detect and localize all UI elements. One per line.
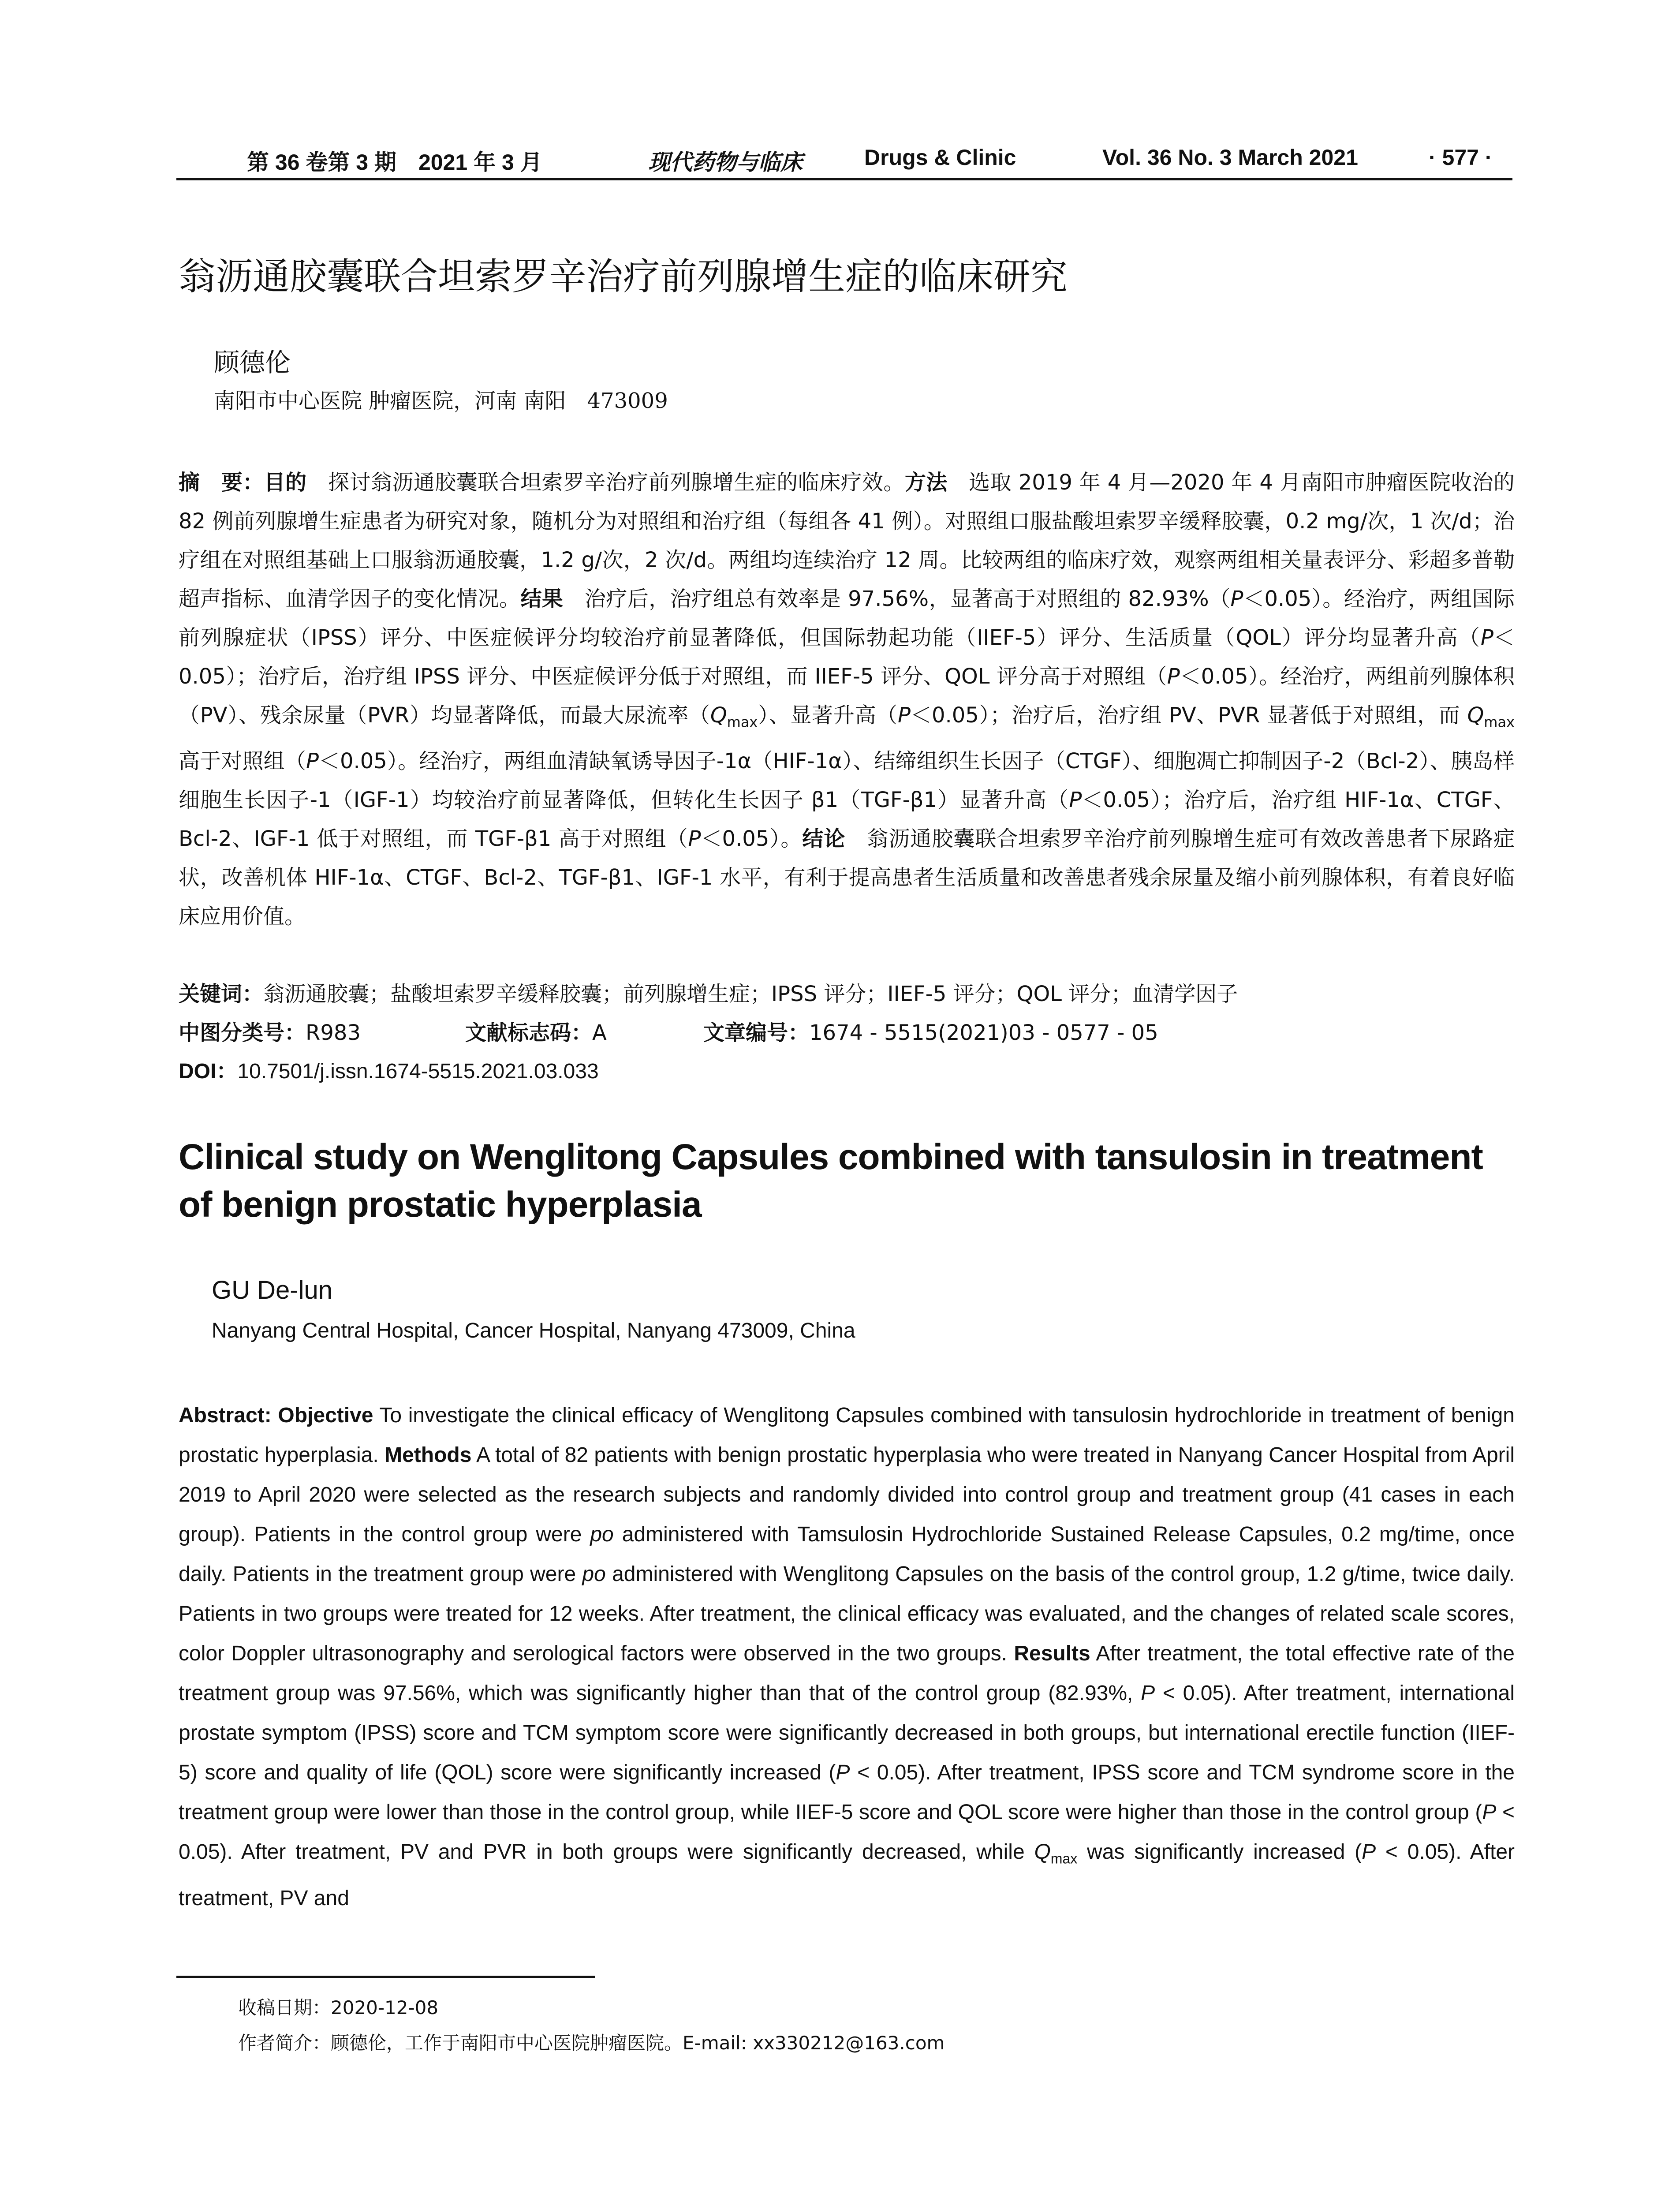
cn-author: 顾德伦 <box>214 348 291 377</box>
en-results-label: Results <box>1014 1642 1090 1665</box>
cn-article-title: 翁沥通胶囊联合坦索罗辛治疗前列腺增生症的临床研究 <box>179 255 1068 298</box>
cn-results-text: ＜0.05）。经治疗，两组前列腺体积（PV）、残余尿量（PVR）均显著降低，而最大尿流率（ <box>179 664 1515 728</box>
en-methods-text: administered with Wenglitong Capsules on the basis of the control group, 1.2 g/time, twice daily. Patients in two groups were treated for 12 weeks. After treatment, the clinical efficacy was evaluated, and the changes of related scale scores, color Doppler ultrasonography and serological factors were observed in the two groups. <box>179 1562 1515 1665</box>
q-symbol: Q <box>710 703 727 728</box>
header-issue-cn: 第 36 卷第 3 期 2021 年 3 月 <box>247 150 542 175</box>
header-issue-en: Vol. 36 No. 3 March 2021 <box>1102 145 1358 170</box>
cn-results-text: ＜0.05）；治疗后，治疗组 IPSS 评分、中医症候评分低于对照组，而 IIEF-5 评分、QOL 评分高于对照组（ <box>179 625 1515 689</box>
cn-conclusion-label: 结论 <box>802 826 846 851</box>
p-symbol: P <box>898 703 911 728</box>
cn-results-text: ＜0.05）；治疗后，治疗组 HIF-1α、CTGF、Bcl-2、IGF-1 低于对照组，而 TGF-β1 高于对照组（ <box>179 787 1515 851</box>
cn-abstract <box>179 463 1515 936</box>
en-methods-text: A total of 82 patients with benign prostatic hyperplasia who were treated in Nanyang Cancer Hospital from April 2019 to April 2020 were selected as the research subjects and randomly divided into control group and treatment group (41 cases in each group). Patients in the control group were <box>179 1443 1515 1546</box>
en-methods-label: Methods <box>385 1443 472 1467</box>
received-date: 2020-12-08 <box>331 1997 439 2018</box>
doi <box>179 1052 1515 1091</box>
clc-label: 中图分类号： <box>179 1020 306 1045</box>
p-symbol: P <box>1482 1801 1497 1824</box>
en-objective-label: Objective <box>278 1404 373 1427</box>
q-subscript: max <box>727 714 758 731</box>
author-bio-text: 顾德伦，工作于南阳市中心医院肿瘤医院。E-mail: xx330212@163.com <box>331 2032 945 2054</box>
header-page-number: · 577 · <box>1429 145 1493 170</box>
cn-methods-text: 选取 2019 年 4 月—2020 年 4 月南阳市肿瘤医院收治的 82 例前列腺增生症患者为研究对象，随机分为对照组和治疗组（每组各 41 例）。对照组口服盐酸坦索罗辛缓释胶囊，0.2 mg/次，1 次/d；治疗组在对照组基础上口服翁沥通胶囊，1.2 g/次，2 次/d。两组均连续治疗 12 周。比较两组的临床疗效，观察两组相关量表评分、彩超多普勒超声指标、血清学因子的变化情况。 <box>179 470 1515 611</box>
cn-results-text: ＜0.05）；治疗后，治疗组 PV、PVR 显著低于对照组，而 <box>910 703 1467 728</box>
cn-affiliation: 南阳市中心医院 肿瘤医院，河南 南阳 473009 <box>214 389 668 413</box>
en-abstract-label: Abstract: <box>179 1404 272 1427</box>
p-symbol: P <box>836 1761 850 1784</box>
en-objective-text: To investigate the clinical efficacy of Wenglitong Capsules combined with tansulosin hydrochloride in treatment of benign prostatic hyperplasia. <box>179 1404 1515 1467</box>
en-results-text: < 0.05). After treatment, IPSS score and TCM syndrome score in the treatment group were lower than those in the control group, while IIEF-5 score and QOL score were higher than those in the control group ( <box>179 1761 1515 1824</box>
en-results-text: After treatment, the total effective rate of the treatment group was 97.56%, which was significantly higher than that of the control group (82.93%, <box>179 1642 1515 1705</box>
cn-objective-label: 目的 <box>264 470 307 495</box>
p-symbol: P <box>1230 587 1243 611</box>
en-results-text: was significantly increased ( <box>1077 1840 1362 1864</box>
en-results-text: < 0.05). After treatment, PV and <box>179 1840 1515 1910</box>
cn-objective-text: 探讨翁沥通胶囊联合坦索罗辛治疗前列腺增生症的临床疗效。 <box>306 470 905 495</box>
q-symbol: Q <box>1467 703 1484 728</box>
en-affiliation: Nanyang Central Hospital, Cancer Hospital, Nanyang 473009, China <box>212 1319 855 1342</box>
p-symbol: P <box>1167 664 1180 689</box>
p-symbol: P <box>1141 1682 1155 1705</box>
en-methods-text: administered with Tamsulosin Hydrochloride Sustained Release Capsules, 0.2 mg/time, once daily. Patients in the treatment group were <box>179 1523 1515 1586</box>
po-term: po <box>590 1523 614 1546</box>
footnote-rule <box>176 1976 595 1978</box>
received-label: 收稿日期： <box>238 1997 331 2018</box>
q-symbol: Q <box>1034 1840 1051 1864</box>
doi-value[interactable]: 10.7501/j.issn.1674-5515.2021.03.033 <box>237 1060 599 1083</box>
keywords-label: 关键词： <box>179 982 264 1006</box>
cn-methods-label: 方法 <box>904 470 948 495</box>
en-abstract <box>179 1396 1515 1918</box>
keywords-text: 翁沥通胶囊；盐酸坦索罗辛缓释胶囊；前列腺增生症；IPSS 评分；IIEF-5 评分；QOL 评分；血清学因子 <box>263 982 1238 1006</box>
cn-abstract-label: 摘 要： <box>179 470 264 495</box>
en-author: GU De-lun <box>212 1276 332 1304</box>
article-no-value: 1674 - 5515(2021)03 - 0577 - 05 <box>809 1020 1158 1045</box>
en-results-text: < 0.05). After treatment, international prostate symptom (IPSS) score and TCM symptom score were significantly decreased in both groups, but international erectile function (IIEF-5) score and quality of life (QOL) score were significantly increased ( <box>179 1682 1515 1784</box>
q-subscript: max <box>1484 714 1515 731</box>
header-journal-cn: 现代药物与临床 <box>648 149 803 175</box>
article-no-label: 文章编号： <box>703 1020 810 1045</box>
cn-results-text: ＜0.05）。经治疗，两组国际前列腺症状（IPSS）评分、中医症候评分均较治疗前显著降低，但国际勃起功能（IIEF-5）评分、生活质量（QOL）评分均显著升高（ <box>179 587 1515 650</box>
clc-value: R983 <box>306 1020 361 1045</box>
running-header <box>176 140 1512 176</box>
footnote-author <box>238 2029 945 2055</box>
cn-conclusion-text: 翁沥通胶囊联合坦索罗辛治疗前列腺增生症可有效改善患者下尿路症状，改善机体 HIF-1α、CTGF、Bcl-2、TGF-β1、IGF-1 水平，有利于提高患者生活质量和改善患者残余尿量及缩小前列腺体积，有着良好临床应用价值。 <box>179 826 1515 929</box>
p-symbol: P <box>1362 1840 1376 1864</box>
header-journal-en: Drugs & Clinic <box>864 145 1016 170</box>
p-symbol: P <box>306 748 319 774</box>
doi-label: DOI： <box>179 1060 238 1083</box>
cn-results-text: ＜0.05）。 <box>701 826 803 851</box>
po-term: po <box>582 1562 606 1586</box>
en-results-text: < 0.05). After treatment, PV and PVR in both groups were significantly decreased, while <box>179 1801 1515 1864</box>
cn-keywords <box>179 975 1515 1013</box>
p-symbol: P <box>688 826 701 851</box>
cn-classification <box>179 1013 1515 1052</box>
cn-results-label: 结果 <box>520 587 564 611</box>
cn-results-text: 治疗后，治疗组总有效率是 97.56%，显著高于对照组的 82.93%（ <box>563 587 1231 611</box>
p-symbol: P <box>1069 787 1082 812</box>
doc-code-value: A <box>592 1020 607 1045</box>
cn-results-text: ）、显著升高（ <box>758 703 898 728</box>
cn-results-text: 高于对照组（ <box>179 748 306 774</box>
p-symbol: P <box>1481 625 1493 650</box>
author-bio-label: 作者简介： <box>238 2032 331 2054</box>
header-rule <box>176 178 1512 180</box>
footnote-received <box>238 1993 438 2020</box>
doc-code-label: 文献标志码： <box>465 1020 593 1045</box>
en-article-title: Clinical study on Wenglitong Capsules combined with tansulosin in treatment of benign prostatic hyperplasia <box>179 1137 1483 1225</box>
cn-results-text: ＜0.05）。经治疗，两组血清缺氧诱导因子-1α（HIF-1α）、结缔组织生长因子（CTGF）、细胞凋亡抑制因子-2（Bcl-2）、胰岛样细胞生长因子-1（IGF-1）均较治疗前显著降低，但转化生长因子 β1（TGF-β1）显著升高（ <box>179 748 1515 812</box>
q-subscript: max <box>1050 1850 1078 1867</box>
